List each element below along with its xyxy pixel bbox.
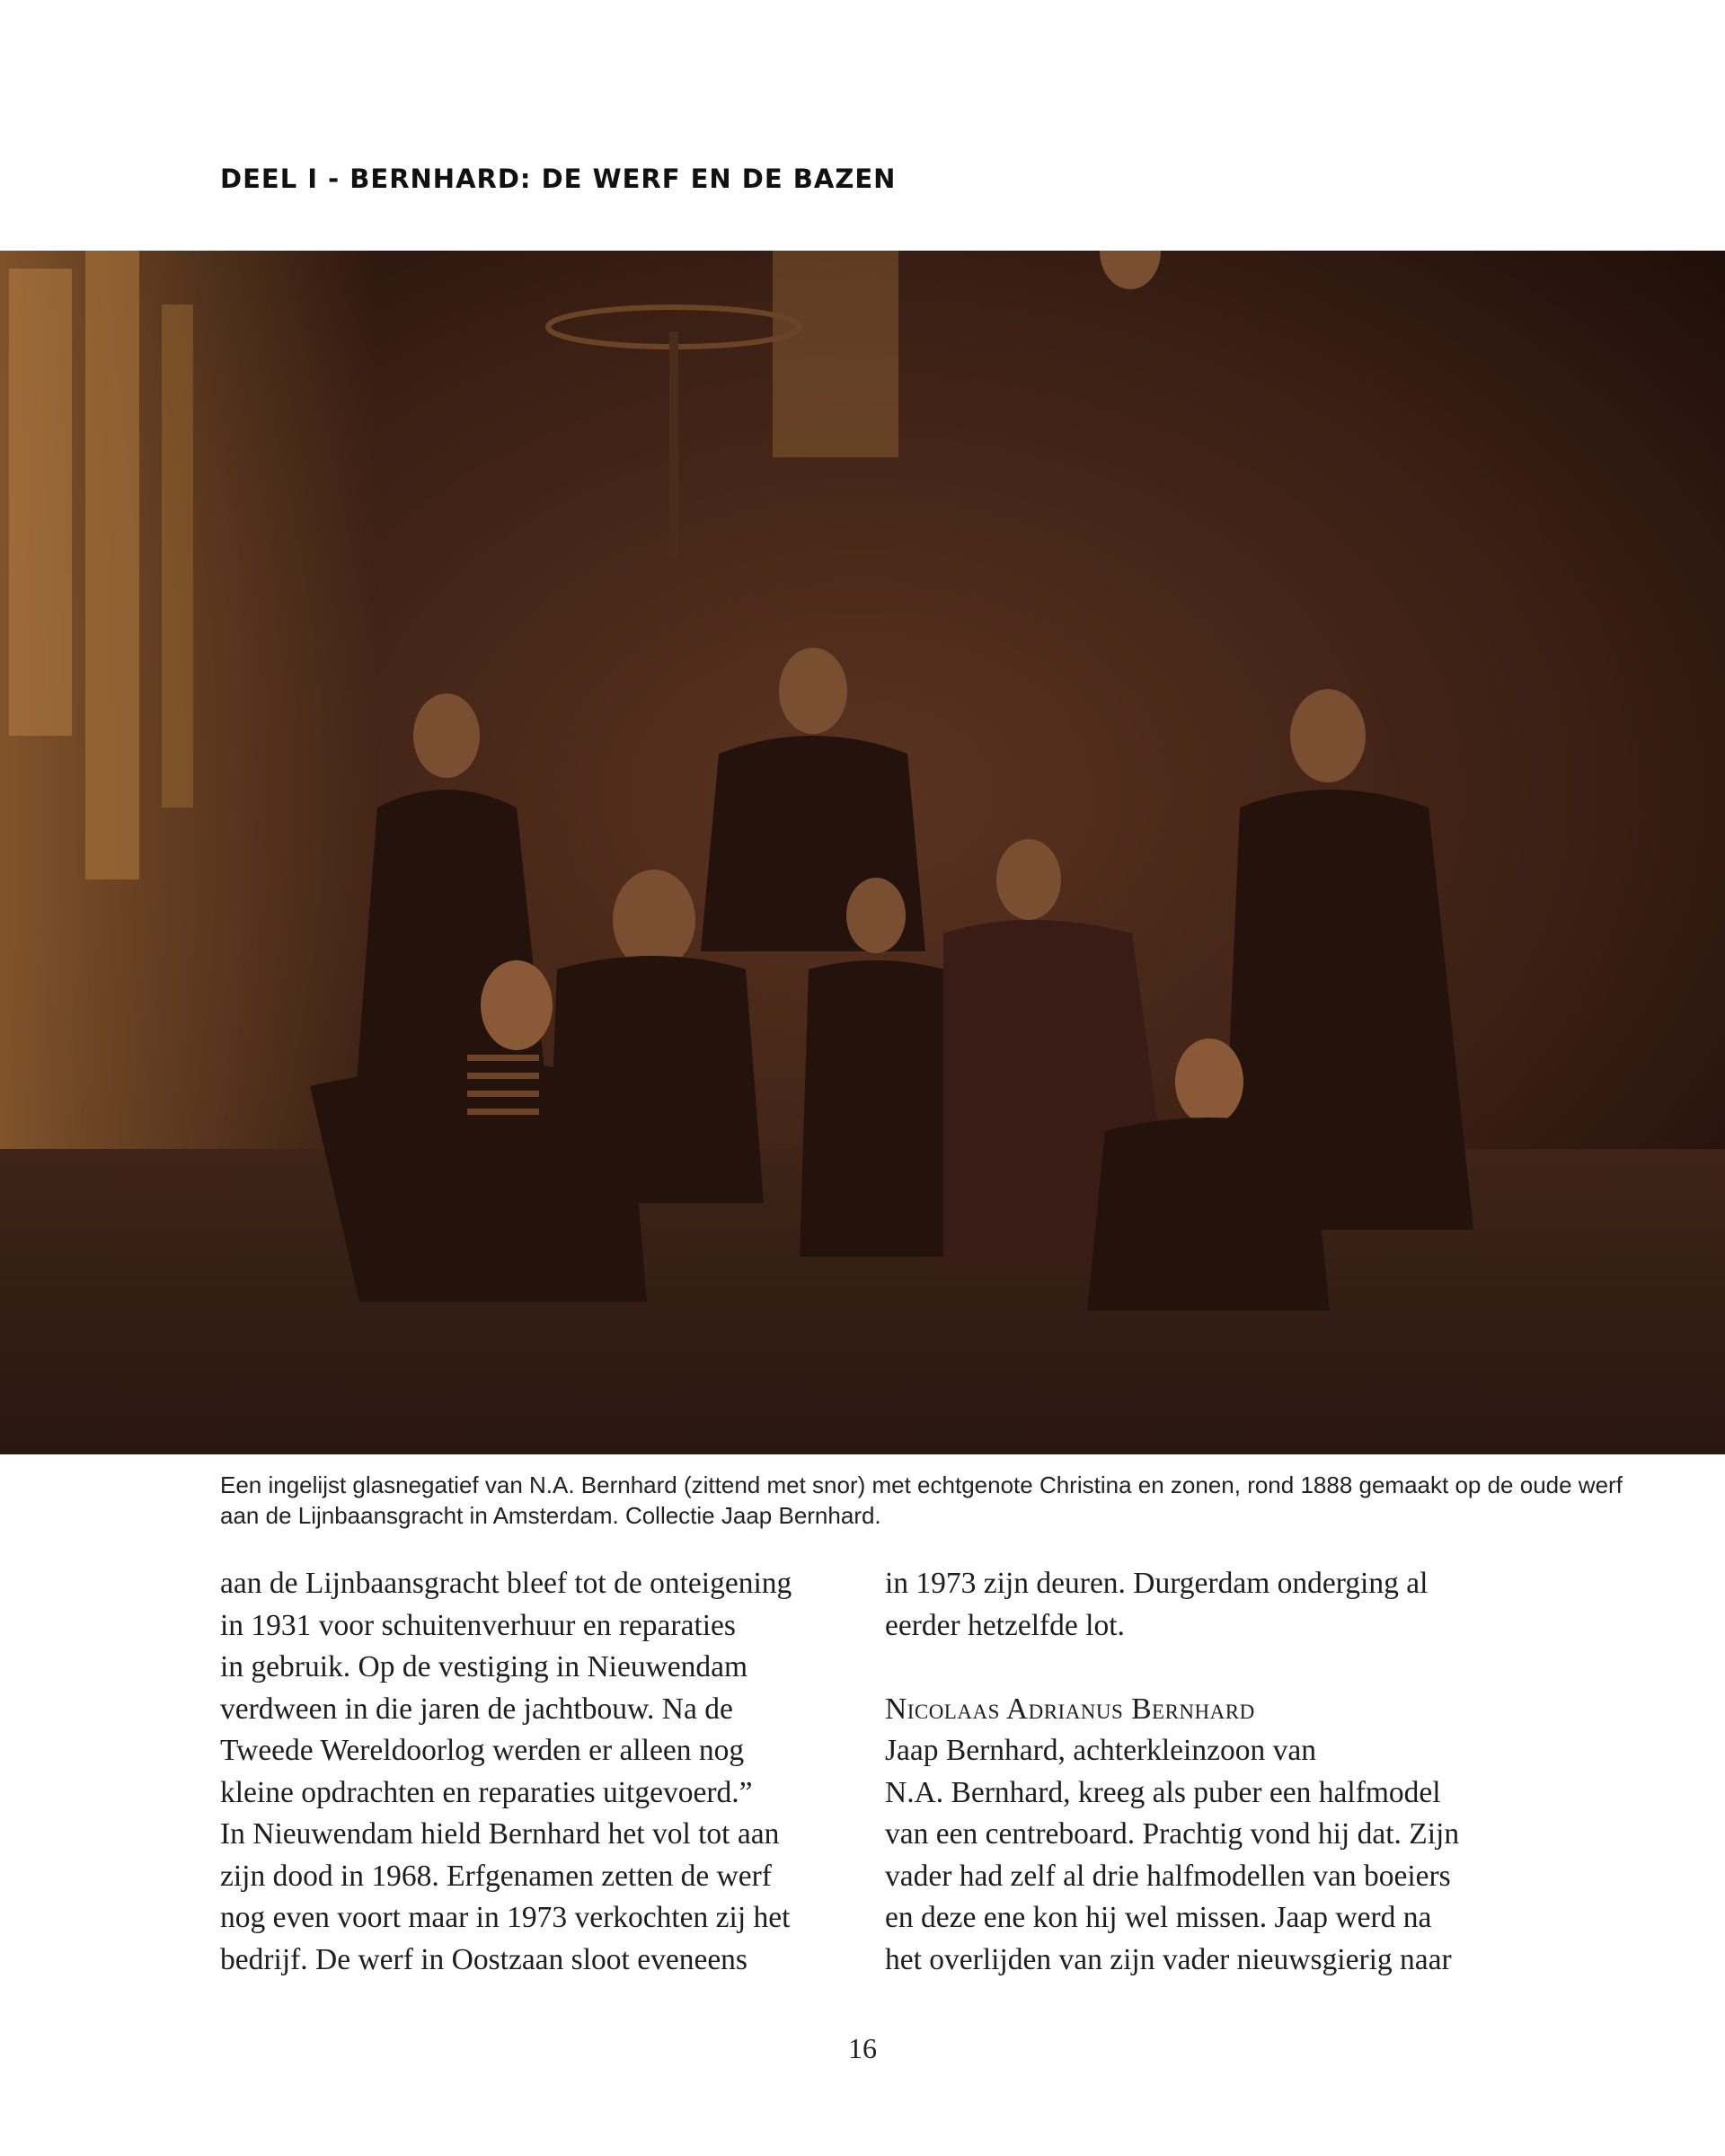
text-line: in 1931 voor schuitenverhuur en reparaties [220, 1608, 736, 1642]
photo-caption [220, 1470, 1623, 1531]
text-line: N.A. Bernhard, kreeg als puber een halfmodel [885, 1775, 1441, 1809]
paragraph-gap [885, 1647, 1496, 1689]
text-line: vader had zelf al drie halfmodellen van boeiers [885, 1859, 1451, 1893]
running-header: DEEL I - BERNHARD: DE WERF EN DE BAZEN [220, 163, 897, 194]
text-line: kleine opdrachten en reparaties uitgevoerd.” [220, 1775, 753, 1809]
section-subheading: Nicolaas Adrianus Bernhard [885, 1692, 1255, 1726]
text-line: zijn dood in 1968. Erfgenamen zetten de werf [220, 1859, 772, 1893]
text-line: verdween in die jaren de jachtbouw. Na de [220, 1692, 733, 1726]
body-column-right [885, 1563, 1496, 1981]
text-line: en deze ene kon hij wel missen. Jaap werd na [885, 1901, 1432, 1934]
text-line: aan de Lijnbaansgracht bleef tot de onteigening [220, 1567, 792, 1600]
text-line: eerder hetzelfde lot. [885, 1608, 1125, 1642]
text-line: bedrijf. De werf in Oostzaan sloot eveneens [220, 1942, 748, 1976]
body-column-left [220, 1563, 831, 1981]
text-line: Tweede Wereldoorlog werden er alleen nog [220, 1734, 745, 1767]
text-line: het overlijden van zijn vader nieuwsgierig naar [885, 1942, 1452, 1976]
historical-family-photograph [0, 251, 1725, 1454]
text-line: In Nieuwendam hield Bernhard het vol tot aan [220, 1817, 780, 1851]
text-line: in gebruik. Op de vestiging in Nieuwendam [220, 1650, 748, 1683]
caption-line: aan de Lijnbaansgracht in Amsterdam. Collectie Jaap Bernhard. [220, 1502, 881, 1529]
caption-line: Een ingelijst glasnegatief van N.A. Bernhard (zittend met snor) met echtgenote Christina en zonen, rond 1888 gemaakt op de oude werf [220, 1471, 1623, 1498]
text-line: van een centreboard. Prachtig vond hij dat. Zijn [885, 1817, 1460, 1851]
text-line: Jaap Bernhard, achterkleinzoon van [885, 1734, 1316, 1767]
page-number: 16 [848, 2032, 877, 2064]
text-line: nog even voort maar in 1973 verkochten zij het [220, 1901, 791, 1934]
text-line: in 1973 zijn deuren. Durgerdam onderging al [885, 1567, 1429, 1600]
